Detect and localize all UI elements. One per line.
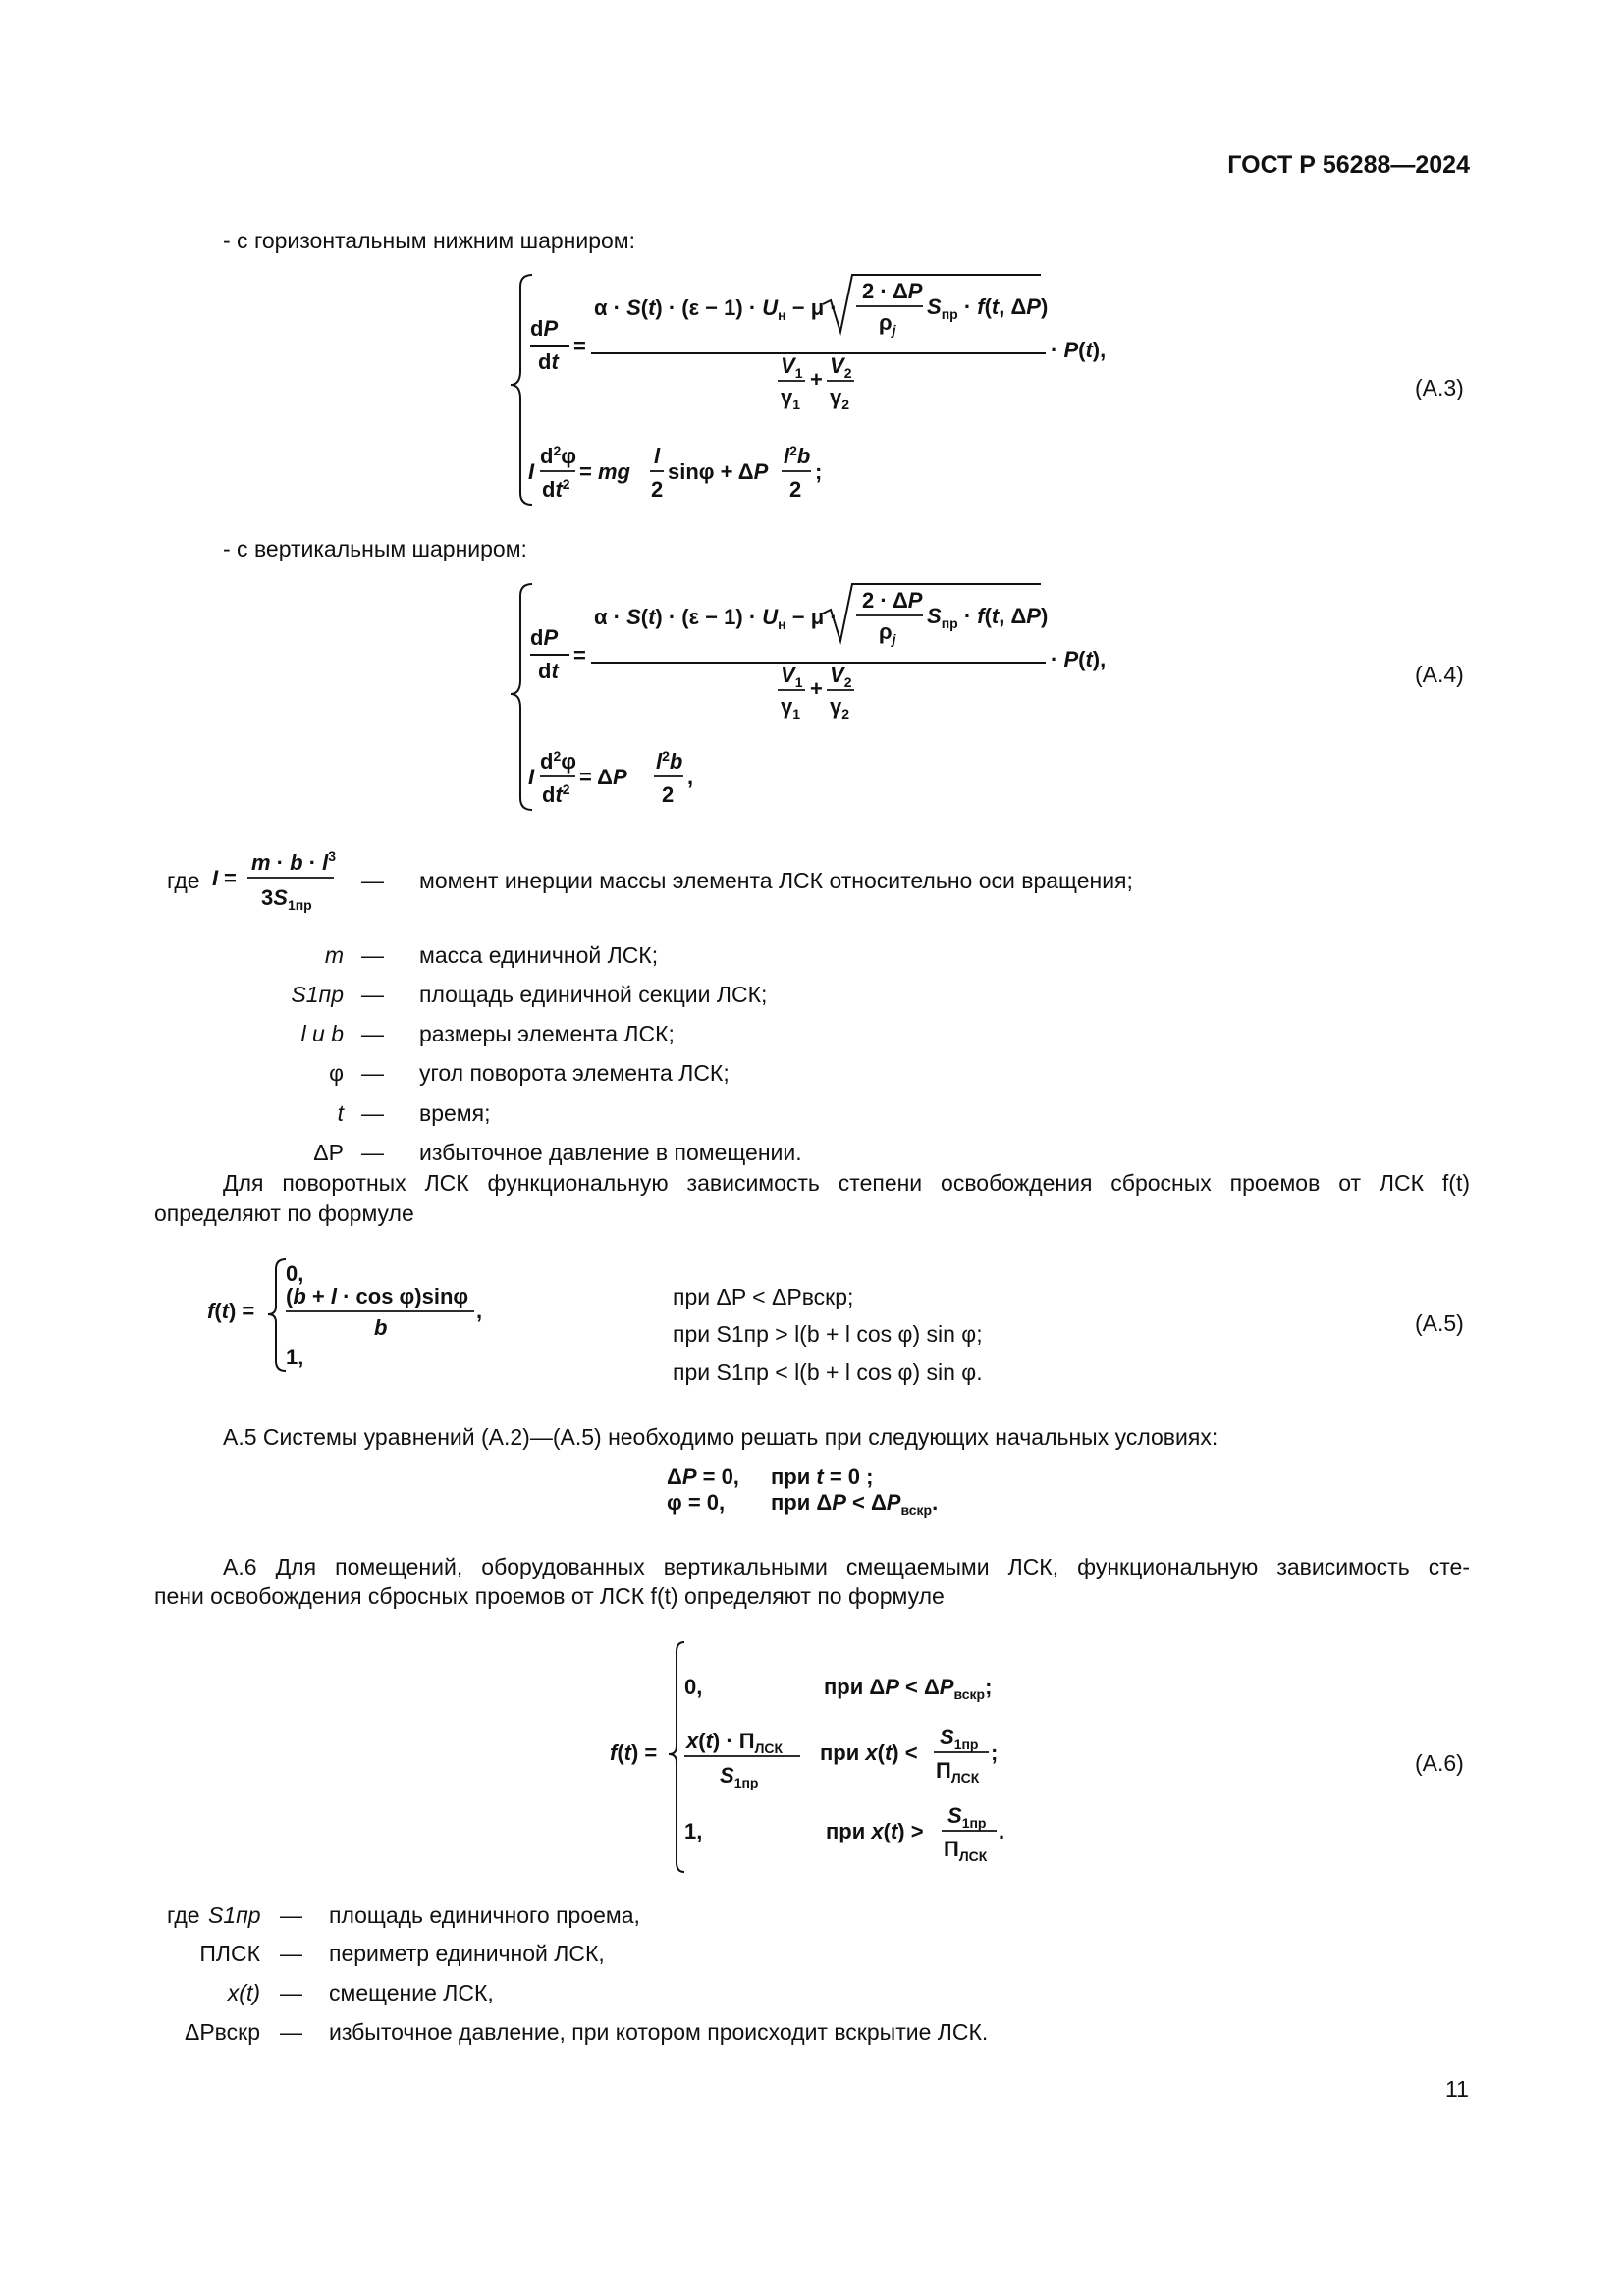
svg-text:при ΔP < ΔPвскр;: при $\Delta P < \Delta P_{вскр}$; — [824, 1675, 993, 1702]
svg-text:=: = — [224, 866, 237, 890]
initial-conditions — [663, 1463, 977, 1522]
svg-text:I: I — [212, 866, 219, 890]
svg-text:ρj: $\rho_j$ — [879, 310, 896, 338]
svg-text:+: + — [810, 367, 823, 392]
equation-number-a3: (А.3) — [1415, 375, 1464, 400]
a5-condition: при S1пр > l(b + l cos φ) sin φ; — [673, 1321, 983, 1347]
svg-text:V1: $V_1$ — [781, 663, 803, 690]
svg-text:dt: dt — [538, 349, 559, 374]
definition-text: площадь единичной секции ЛСК; — [419, 982, 768, 1007]
svg-text:ПЛСК: $П_{ЛСК}$ — [944, 1837, 988, 1864]
svg-text:φ = 0,: φ = 0, — [667, 1490, 726, 1515]
svg-text:ρj: $\rho_j$ — [879, 619, 896, 647]
definition-symbol — [98, 980, 344, 1009]
definition-dash: — — [280, 1902, 302, 1928]
svg-text:V2: $V_2$ — [830, 663, 852, 690]
svg-text:dP: dP — [530, 316, 559, 341]
page-number: 11 — [1445, 2076, 1469, 2102]
equation-number-a4: (А.4) — [1415, 662, 1464, 687]
definition-text: избыточное давление, при котором происходит вскрытие ЛСК. — [329, 2019, 989, 2045]
svg-text:S1пр: $S_{1пр}$ — [947, 1803, 987, 1831]
definition-dash: — — [361, 1060, 384, 1086]
definition-text: размеры элемента ЛСК; — [419, 1021, 675, 1046]
definition-symbol: ПЛСК — [199, 1941, 260, 1966]
definition-symbol: ΔPвскр — [184, 2019, 260, 2045]
svg-text:γ2: $\gamma_2$ — [830, 385, 850, 412]
definition-text: масса единичной ЛСК; — [419, 942, 659, 968]
equation-a4 — [511, 574, 1119, 820]
definition-symbol: m — [324, 942, 344, 968]
svg-text:0,: 0, — [684, 1675, 703, 1699]
svg-text:l2b: $l^2b$ — [656, 748, 683, 774]
where-label: где — [167, 1902, 200, 1928]
equation-number-a6: (А.6) — [1415, 1750, 1464, 1776]
definition-symbol: l и b — [300, 1021, 344, 1046]
svg-text:=: = — [573, 334, 586, 358]
definition-dash: — — [361, 1100, 384, 1126]
definition-text: угол поворота элемента ЛСК; — [419, 1060, 730, 1086]
svg-text:ΔP = 0,: ΔP = 0, — [667, 1465, 739, 1489]
svg-text:dP: dP — [530, 625, 559, 650]
definition-symbol: x(t) — [227, 1980, 260, 2005]
svg-text:d2φ: $d^2\varphi$ — [540, 748, 576, 774]
svg-text:3S1пр: $3S_{1пр}$ — [261, 885, 312, 913]
svg-text:· P(t),: · P(t), — [1051, 647, 1107, 671]
svg-text:α · S(t) · (ε − 1) · Uн − μ ·: $\alpha \cdot S(t) \cdot (\varepsilon - 1) \cdot U_н - \mu$ · — [594, 605, 838, 632]
svg-text:;: ; — [991, 1740, 999, 1765]
svg-text:0,: 0, — [286, 1261, 304, 1286]
svg-text:2 · ΔP: 2 · ΔP — [862, 588, 923, 613]
svg-text:;: ; — [815, 459, 823, 484]
svg-text:γ1: $\gamma_1$ — [781, 694, 801, 721]
svg-text:,: , — [687, 765, 694, 789]
definition-text: площадь единичного проема, — [329, 1902, 640, 1928]
svg-text:2 · ΔP: 2 · ΔP — [862, 279, 923, 303]
definition-text: избыточное давление в помещении. — [419, 1140, 802, 1165]
paragraph-a6-line2: пени освобождения сбросных проемов от ЛСК f(t) определяют по формуле — [154, 1583, 945, 1609]
svg-text:= mg: = mg — [579, 459, 630, 484]
definition-symbol: φ — [329, 1060, 344, 1086]
svg-text:l2b: $l^2b$ — [784, 443, 811, 468]
where-label: где — [167, 868, 200, 893]
inertia-formula — [210, 842, 348, 921]
paragraph-rotary-line2: определяют по формуле — [154, 1201, 414, 1226]
paragraph-rotary-line1: Для поворотных ЛСК функциональную зависимость степени освобождения сбросных проемов от ЛСК f(t) — [223, 1170, 1470, 1196]
paragraph-a5: А.5 Системы уравнений (А.2)—(А.5) необходимо решать при следующих начальных условиях: — [223, 1424, 1218, 1450]
definition-symbol: ΔP — [313, 1140, 344, 1165]
svg-text:S1пр: $S_{1пр}$ — [720, 1763, 759, 1790]
svg-text:при x(t) <: при x(t) < — [820, 1740, 918, 1765]
svg-text:l: l — [654, 444, 661, 468]
svg-text:ПЛСК: $П_{ЛСК}$ — [936, 1758, 980, 1786]
svg-text:d2φ: $d^2\varphi$ — [540, 443, 576, 468]
svg-text:dt: dt — [538, 659, 559, 683]
svg-text:γ2: $\gamma_2$ — [830, 694, 850, 721]
definition-dash: — — [361, 942, 384, 968]
definition-text: время; — [419, 1100, 491, 1126]
svg-text:2: 2 — [789, 477, 802, 502]
svg-text:γ1: $\gamma_1$ — [781, 385, 801, 412]
svg-text:при ΔP < ΔPвскр.: при $\Delta P < \Delta P_{вскр}$. — [771, 1490, 939, 1518]
svg-text:,: , — [476, 1299, 483, 1323]
svg-text:I: I — [528, 765, 535, 789]
svg-text:2: 2 — [662, 782, 675, 807]
definition-symbol: t — [337, 1100, 344, 1126]
svg-text:.: . — [999, 1819, 1005, 1843]
paragraph-a6-line1: А.6 Для помещений, оборудованных вертикальными смещаемыми ЛСК, функциональную зависимость сте- — [223, 1554, 1470, 1579]
svg-text:S1пр: $S_{1пр}$ — [940, 1725, 979, 1752]
svg-text:(b + l · cos φ)sinφ: (b + l · cos φ)sinφ — [286, 1284, 469, 1308]
svg-text:dt2: $dt^2$ — [542, 781, 570, 807]
a5-condition: при ΔP < ΔPвскр; — [673, 1284, 854, 1309]
definition-dash: — — [361, 982, 384, 1007]
intro-vertical-hinge: - с вертикальным шарниром: — [223, 536, 527, 561]
svg-text:α · S(t) · (ε − 1) · Uн − μ ·: $\alpha \cdot S(t) \cdot (\varepsilon - 1) \cdot U_н - \mu$ · — [594, 295, 838, 323]
svg-text:+: + — [810, 676, 823, 701]
definition-dash: — — [280, 1980, 302, 2005]
intro-horizontal-hinge: - с горизонтальным нижним шарниром: — [223, 228, 635, 253]
svg-text:при t = 0 ;: при t = 0 ; — [771, 1465, 874, 1489]
svg-text:=: = — [573, 643, 586, 667]
svg-text:Sпр · f(t, ΔP): $S_{пр} \cdot f(t$, ΔP) — [927, 294, 1049, 322]
svg-text:V2: $V_2$ — [830, 353, 852, 381]
definition-dash: — — [361, 868, 384, 893]
svg-text:f(t) =: f(t) = — [610, 1740, 658, 1765]
definition-text: смещение ЛСК, — [329, 1980, 494, 2005]
svg-text:x(t) · ПЛСК: $x(t) \cdot П_{ЛСК}$ — [686, 1729, 784, 1756]
svg-text:dt2: $dt^2$ — [542, 476, 570, 502]
svg-text:Sпр · f(t, ΔP): $S_{пр} \cdot f(t$, ΔP) — [927, 604, 1049, 631]
svg-text:V1: $V_1$ — [781, 353, 803, 381]
definition-symbol-text: S1пр — [291, 982, 344, 1007]
svg-text:I: I — [528, 459, 535, 484]
svg-text:· P(t),: · P(t), — [1051, 338, 1107, 362]
definition-text: момент инерции массы элемента ЛСК относительно оси вращения; — [419, 868, 1133, 893]
svg-text:m · b · l3: $m \cdot b \cdot l^3$ — [251, 848, 337, 875]
document-header: ГОСТ Р 56288—2024 — [1227, 151, 1470, 179]
equation-a5 — [201, 1252, 515, 1379]
definition-dash: — — [280, 2019, 302, 2045]
svg-text:= ΔP: = ΔP — [579, 765, 627, 789]
definition-dash: — — [361, 1140, 384, 1165]
svg-text:f(t) =: f(t) = — [207, 1299, 255, 1323]
equation-a6 — [604, 1634, 1036, 1880]
equation-a3 — [511, 265, 1119, 515]
svg-text:b: b — [374, 1315, 388, 1340]
svg-text:sinφ + ΔP: sinφ + ΔP — [668, 459, 769, 484]
svg-text:1,: 1, — [684, 1819, 703, 1843]
definition-symbol: S1пр — [208, 1902, 261, 1928]
svg-text:при x(t) >: при x(t) > — [826, 1819, 924, 1843]
definition-dash: — — [361, 1021, 384, 1046]
a5-condition: при S1пр < l(b + l cos φ) sin φ. — [673, 1360, 983, 1385]
equation-number-a5: (А.5) — [1415, 1310, 1464, 1336]
definition-dash: — — [280, 1941, 302, 1966]
definition-text: периметр единичной ЛСК, — [329, 1941, 605, 1966]
svg-text:2: 2 — [651, 477, 664, 502]
svg-text:1,: 1, — [286, 1345, 304, 1369]
